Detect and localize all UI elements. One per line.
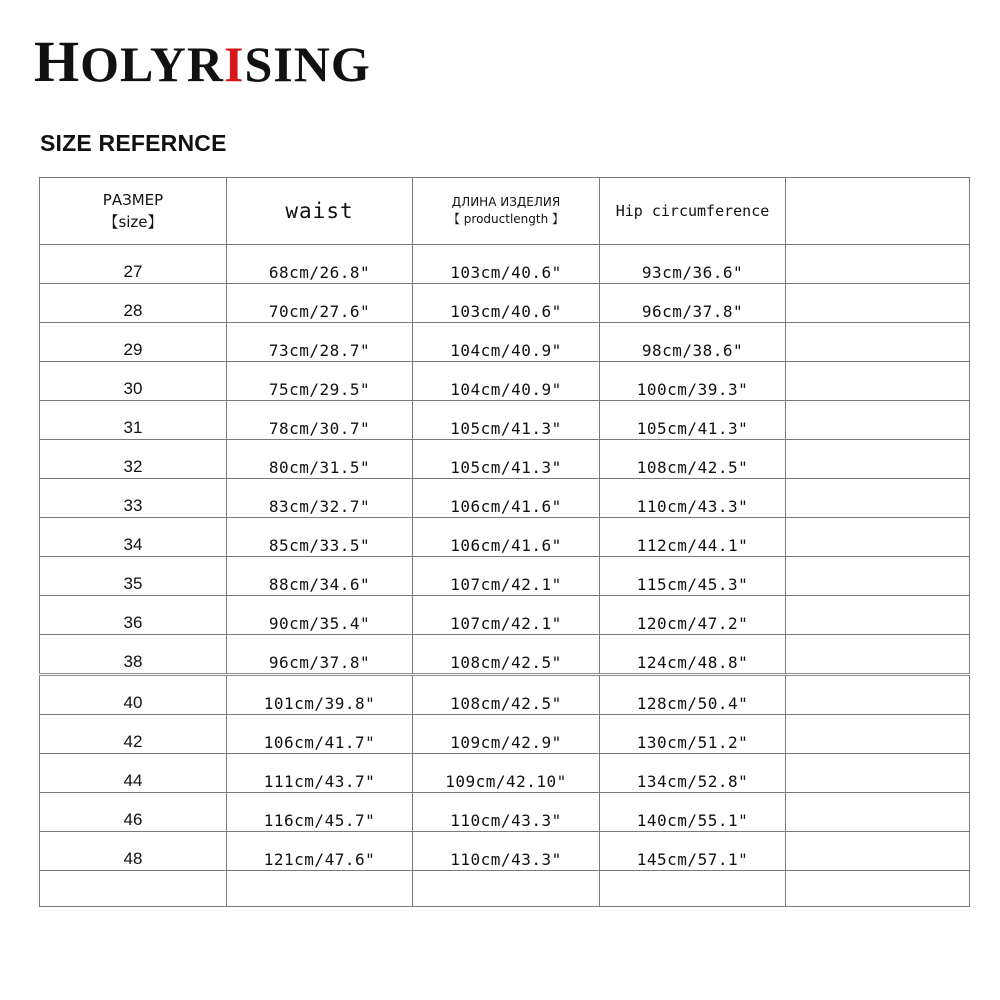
cell-size: 33 <box>40 479 227 518</box>
table-row <box>40 362 970 401</box>
cell-hip: 120cm/47.2" <box>600 596 786 635</box>
cell-hip: 145cm/57.1" <box>600 832 786 871</box>
brand-logo-part2: SING <box>244 36 371 92</box>
header-waist: waist <box>227 178 413 245</box>
header-length <box>413 178 600 245</box>
cell-length: 109cm/42.10" <box>413 754 600 793</box>
table-row <box>40 832 970 871</box>
table-row-empty <box>40 871 970 907</box>
table-row <box>40 245 970 284</box>
cell-waist: 80cm/31.5" <box>227 440 413 479</box>
cell-extra <box>786 557 970 596</box>
cell-length: 103cm/40.6" <box>413 245 600 284</box>
cell-size: 44 <box>40 754 227 793</box>
table-row <box>40 284 970 323</box>
cell-length: 109cm/42.9" <box>413 715 600 754</box>
cell-waist: 111cm/43.7" <box>227 754 413 793</box>
page-title: SIZE REFERNCE <box>40 130 227 156</box>
cell-size: 46 <box>40 793 227 832</box>
cell-length: 106cm/41.6" <box>413 518 600 557</box>
cell-waist: 78cm/30.7" <box>227 401 413 440</box>
table-row <box>40 479 970 518</box>
cell-length: 105cm/41.3" <box>413 440 600 479</box>
cell-length: 108cm/42.5" <box>413 675 600 715</box>
cell-size: 38 <box>40 635 227 675</box>
cell-waist: 101cm/39.8" <box>227 675 413 715</box>
cell-length: 106cm/41.6" <box>413 479 600 518</box>
table-body <box>40 245 970 907</box>
cell-extra <box>786 323 970 362</box>
cell-size: 32 <box>40 440 227 479</box>
cell-extra <box>786 362 970 401</box>
brand-logo-accent: I <box>224 36 245 92</box>
brand-logo <box>34 29 371 94</box>
header-extra <box>786 178 970 245</box>
cell-waist: 121cm/47.6" <box>227 832 413 871</box>
cell-hip: 115cm/45.3" <box>600 557 786 596</box>
header-size-en: 【size】 <box>103 213 163 231</box>
cell-empty <box>413 871 600 907</box>
cell-waist: 68cm/26.8" <box>227 245 413 284</box>
cell-length: 104cm/40.9" <box>413 323 600 362</box>
table-row <box>40 557 970 596</box>
cell-empty <box>786 871 970 907</box>
cell-hip: 105cm/41.3" <box>600 401 786 440</box>
cell-waist: 70cm/27.6" <box>227 284 413 323</box>
header-size-ru: РАЗМЕР <box>102 191 164 209</box>
cell-extra <box>786 518 970 557</box>
cell-length: 108cm/42.5" <box>413 635 600 675</box>
cell-waist: 88cm/34.6" <box>227 557 413 596</box>
cell-size: 30 <box>40 362 227 401</box>
cell-hip: 93cm/36.6" <box>600 245 786 284</box>
cell-extra <box>786 596 970 635</box>
cell-hip: 130cm/51.2" <box>600 715 786 754</box>
cell-waist: 73cm/28.7" <box>227 323 413 362</box>
cell-size: 35 <box>40 557 227 596</box>
cell-size: 31 <box>40 401 227 440</box>
cell-empty <box>40 871 227 907</box>
cell-hip: 108cm/42.5" <box>600 440 786 479</box>
cell-hip: 96cm/37.8" <box>600 284 786 323</box>
cell-extra <box>786 245 970 284</box>
brand-logo-lead: H <box>34 29 81 94</box>
header-length-ru: ДЛИНА ИЗДЕЛИЯ <box>451 195 561 209</box>
size-table <box>39 177 970 907</box>
cell-extra <box>786 401 970 440</box>
cell-hip: 128cm/50.4" <box>600 675 786 715</box>
cell-empty <box>600 871 786 907</box>
cell-hip: 98cm/38.6" <box>600 323 786 362</box>
cell-waist: 83cm/32.7" <box>227 479 413 518</box>
cell-size: 42 <box>40 715 227 754</box>
brand-logo-part1: OLYR <box>80 36 224 92</box>
header-size <box>40 178 227 245</box>
cell-empty <box>227 871 413 907</box>
cell-size: 40 <box>40 675 227 715</box>
cell-extra <box>786 793 970 832</box>
cell-hip: 134cm/52.8" <box>600 754 786 793</box>
cell-size: 28 <box>40 284 227 323</box>
cell-extra <box>786 440 970 479</box>
cell-extra <box>786 635 970 675</box>
cell-length: 110cm/43.3" <box>413 832 600 871</box>
cell-size: 27 <box>40 245 227 284</box>
cell-waist: 106cm/41.7" <box>227 715 413 754</box>
cell-size: 29 <box>40 323 227 362</box>
table-row <box>40 596 970 635</box>
table-row <box>40 715 970 754</box>
table-row <box>40 635 970 675</box>
cell-hip: 124cm/48.8" <box>600 635 786 675</box>
cell-hip: 100cm/39.3" <box>600 362 786 401</box>
table-row <box>40 518 970 557</box>
cell-hip: 112cm/44.1" <box>600 518 786 557</box>
cell-extra <box>786 715 970 754</box>
table-row <box>40 440 970 479</box>
cell-waist: 116cm/45.7" <box>227 793 413 832</box>
cell-length: 107cm/42.1" <box>413 596 600 635</box>
cell-length: 104cm/40.9" <box>413 362 600 401</box>
cell-size: 48 <box>40 832 227 871</box>
cell-hip: 140cm/55.1" <box>600 793 786 832</box>
table-row <box>40 754 970 793</box>
cell-length: 103cm/40.6" <box>413 284 600 323</box>
table-row <box>40 401 970 440</box>
cell-waist: 75cm/29.5" <box>227 362 413 401</box>
header-hip: Hip circumference <box>600 178 786 245</box>
header-length-en: 【 productlength 】 <box>447 212 565 226</box>
table-row <box>40 323 970 362</box>
cell-extra <box>786 754 970 793</box>
cell-extra <box>786 479 970 518</box>
table-row <box>40 675 970 715</box>
table-header-row <box>40 178 970 245</box>
cell-length: 107cm/42.1" <box>413 557 600 596</box>
cell-extra <box>786 675 970 715</box>
cell-waist: 96cm/37.8" <box>227 635 413 675</box>
cell-extra <box>786 284 970 323</box>
cell-length: 110cm/43.3" <box>413 793 600 832</box>
cell-size: 34 <box>40 518 227 557</box>
cell-hip: 110cm/43.3" <box>600 479 786 518</box>
table-row <box>40 793 970 832</box>
cell-extra <box>786 832 970 871</box>
cell-waist: 90cm/35.4" <box>227 596 413 635</box>
cell-length: 105cm/41.3" <box>413 401 600 440</box>
cell-waist: 85cm/33.5" <box>227 518 413 557</box>
cell-size: 36 <box>40 596 227 635</box>
